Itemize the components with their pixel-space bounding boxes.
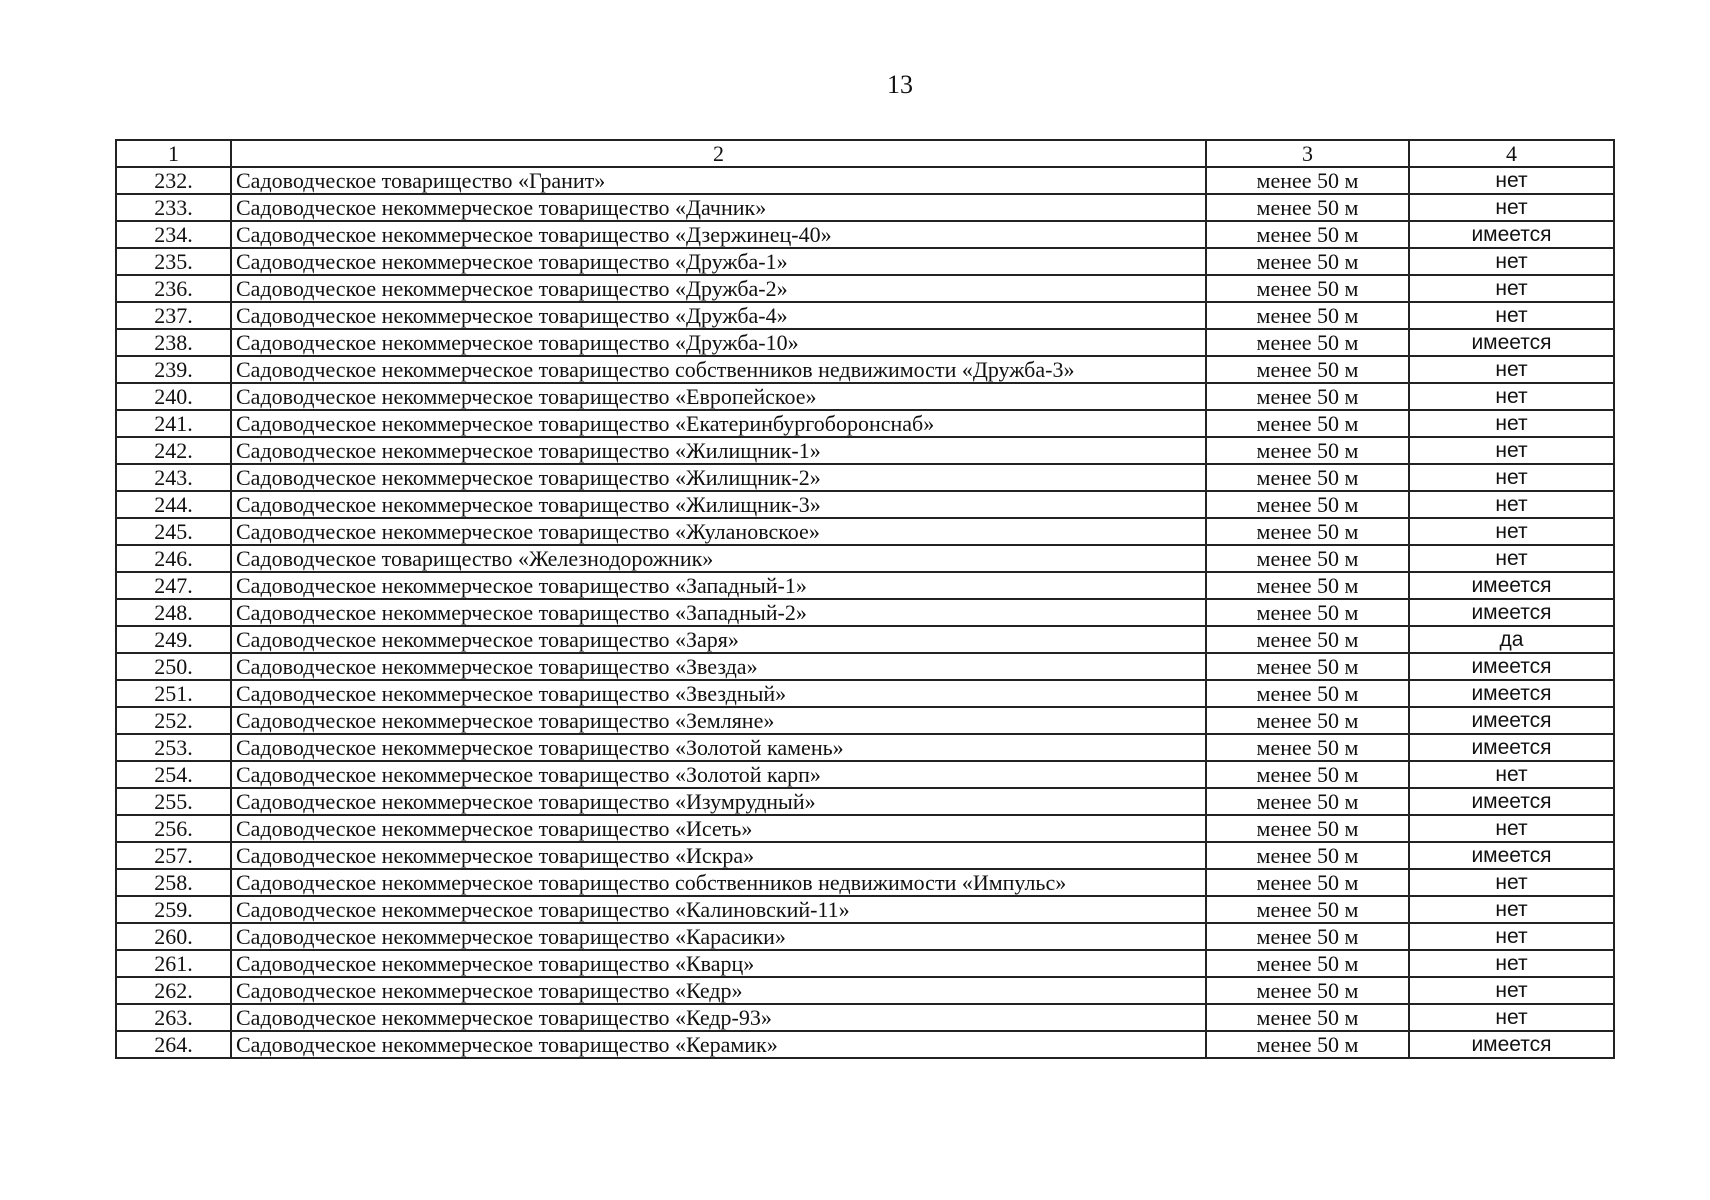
- availability-cell: нет: [1409, 302, 1614, 329]
- header-cell-1: 1: [116, 140, 231, 167]
- table-header-row: [116, 140, 1614, 167]
- table-row: [116, 545, 1614, 572]
- distance-cell: менее 50 м: [1206, 167, 1409, 194]
- header-cell-2: 2: [231, 140, 1206, 167]
- table-row: [116, 680, 1614, 707]
- organization-name-cell: Садоводческое некоммерческое товарищество «Западный-1»: [231, 572, 1206, 599]
- row-number-cell: 259.: [116, 896, 231, 923]
- row-number-cell: 236.: [116, 275, 231, 302]
- availability-cell: нет: [1409, 815, 1614, 842]
- table-row: [116, 788, 1614, 815]
- organization-name-cell: Садоводческое некоммерческое товарищество «Екатеринбургоборонснаб»: [231, 410, 1206, 437]
- distance-cell: менее 50 м: [1206, 815, 1409, 842]
- organization-name-cell: Садоводческое некоммерческое товарищество «Дружба-2»: [231, 275, 1206, 302]
- row-number-cell: 246.: [116, 545, 231, 572]
- organization-name-cell: Садоводческое товарищество «Гранит»: [231, 167, 1206, 194]
- table-row: [116, 1004, 1614, 1031]
- row-number-cell: 263.: [116, 1004, 231, 1031]
- organization-name-cell: Садоводческое некоммерческое товарищество «Жилищник-2»: [231, 464, 1206, 491]
- organization-name-cell: Садоводческое некоммерческое товарищество «Дружба-10»: [231, 329, 1206, 356]
- distance-cell: менее 50 м: [1206, 923, 1409, 950]
- distance-cell: менее 50 м: [1206, 788, 1409, 815]
- distance-cell: менее 50 м: [1206, 977, 1409, 1004]
- availability-cell: нет: [1409, 977, 1614, 1004]
- row-number-cell: 237.: [116, 302, 231, 329]
- row-number-cell: 245.: [116, 518, 231, 545]
- row-number-cell: 253.: [116, 734, 231, 761]
- availability-cell: да: [1409, 626, 1614, 653]
- table-row: [116, 707, 1614, 734]
- availability-cell: имеется: [1409, 329, 1614, 356]
- row-number-cell: 234.: [116, 221, 231, 248]
- table-row: [116, 221, 1614, 248]
- organization-name-cell: Садоводческое некоммерческое товарищество «Кедр-93»: [231, 1004, 1206, 1031]
- table-row: [116, 815, 1614, 842]
- availability-cell: имеется: [1409, 842, 1614, 869]
- row-number-cell: 252.: [116, 707, 231, 734]
- table-row: [116, 194, 1614, 221]
- distance-cell: менее 50 м: [1206, 275, 1409, 302]
- availability-cell: нет: [1409, 167, 1614, 194]
- row-number-cell: 241.: [116, 410, 231, 437]
- row-number-cell: 242.: [116, 437, 231, 464]
- table-row: [116, 1031, 1614, 1058]
- row-number-cell: 244.: [116, 491, 231, 518]
- organization-name-cell: Садоводческое некоммерческое товарищество «Дзержинец-40»: [231, 221, 1206, 248]
- distance-cell: менее 50 м: [1206, 491, 1409, 518]
- distance-cell: менее 50 м: [1206, 653, 1409, 680]
- table-row: [116, 869, 1614, 896]
- organization-name-cell: Садоводческое некоммерческое товарищество «Звездный»: [231, 680, 1206, 707]
- organization-name-cell: Садоводческое некоммерческое товарищество «Искра»: [231, 842, 1206, 869]
- row-number-cell: 258.: [116, 869, 231, 896]
- distance-cell: менее 50 м: [1206, 329, 1409, 356]
- row-number-cell: 240.: [116, 383, 231, 410]
- availability-cell: нет: [1409, 896, 1614, 923]
- table-body: [116, 140, 1614, 1058]
- availability-cell: имеется: [1409, 734, 1614, 761]
- organization-name-cell: Садоводческое товарищество «Железнодорожник»: [231, 545, 1206, 572]
- row-number-cell: 248.: [116, 599, 231, 626]
- table-row: [116, 761, 1614, 788]
- row-number-cell: 233.: [116, 194, 231, 221]
- organization-name-cell: Садоводческое некоммерческое товарищество «Дачник»: [231, 194, 1206, 221]
- row-number-cell: 257.: [116, 842, 231, 869]
- table-row: [116, 896, 1614, 923]
- availability-cell: имеется: [1409, 707, 1614, 734]
- organization-name-cell: Садоводческое некоммерческое товарищество «Жилищник-3»: [231, 491, 1206, 518]
- distance-cell: менее 50 м: [1206, 1031, 1409, 1058]
- availability-cell: нет: [1409, 410, 1614, 437]
- availability-cell: нет: [1409, 248, 1614, 275]
- table-row: [116, 302, 1614, 329]
- distance-cell: менее 50 м: [1206, 545, 1409, 572]
- distance-cell: менее 50 м: [1206, 626, 1409, 653]
- distance-cell: менее 50 м: [1206, 383, 1409, 410]
- availability-cell: нет: [1409, 464, 1614, 491]
- table-row: [116, 734, 1614, 761]
- row-number-cell: 255.: [116, 788, 231, 815]
- organization-name-cell: Садоводческое некоммерческое товарищество «Жилищник-1»: [231, 437, 1206, 464]
- data-table: [115, 139, 1615, 1059]
- availability-cell: имеется: [1409, 572, 1614, 599]
- organization-name-cell: Садоводческое некоммерческое товарищество «Европейское»: [231, 383, 1206, 410]
- availability-cell: имеется: [1409, 1031, 1614, 1058]
- availability-cell: нет: [1409, 869, 1614, 896]
- availability-cell: нет: [1409, 545, 1614, 572]
- organization-name-cell: Садоводческое некоммерческое товарищество «Заря»: [231, 626, 1206, 653]
- distance-cell: менее 50 м: [1206, 761, 1409, 788]
- table-row: [116, 167, 1614, 194]
- distance-cell: менее 50 м: [1206, 680, 1409, 707]
- table-row: [116, 464, 1614, 491]
- availability-cell: нет: [1409, 491, 1614, 518]
- distance-cell: менее 50 м: [1206, 410, 1409, 437]
- distance-cell: менее 50 м: [1206, 734, 1409, 761]
- table-row: [116, 491, 1614, 518]
- table-row: [116, 626, 1614, 653]
- organization-name-cell: Садоводческое некоммерческое товарищество собственников недвижимости «Импульс»: [231, 869, 1206, 896]
- table-row: [116, 383, 1614, 410]
- distance-cell: менее 50 м: [1206, 302, 1409, 329]
- row-number-cell: 261.: [116, 950, 231, 977]
- distance-cell: менее 50 м: [1206, 896, 1409, 923]
- header-cell-4: 4: [1409, 140, 1614, 167]
- distance-cell: менее 50 м: [1206, 572, 1409, 599]
- distance-cell: менее 50 м: [1206, 464, 1409, 491]
- availability-cell: нет: [1409, 437, 1614, 464]
- distance-cell: менее 50 м: [1206, 221, 1409, 248]
- availability-cell: нет: [1409, 194, 1614, 221]
- distance-cell: менее 50 м: [1206, 518, 1409, 545]
- table-row: [116, 599, 1614, 626]
- distance-cell: менее 50 м: [1206, 1004, 1409, 1031]
- table-row: [116, 950, 1614, 977]
- distance-cell: менее 50 м: [1206, 599, 1409, 626]
- organization-name-cell: Садоводческое некоммерческое товарищество «Керамик»: [231, 1031, 1206, 1058]
- table-row: [116, 977, 1614, 1004]
- page-number: 13: [887, 70, 913, 99]
- availability-cell: нет: [1409, 1004, 1614, 1031]
- table-row: [116, 437, 1614, 464]
- availability-cell: имеется: [1409, 788, 1614, 815]
- table-row: [116, 410, 1614, 437]
- availability-cell: нет: [1409, 518, 1614, 545]
- distance-cell: менее 50 м: [1206, 869, 1409, 896]
- availability-cell: имеется: [1409, 680, 1614, 707]
- row-number-cell: 256.: [116, 815, 231, 842]
- row-number-cell: 232.: [116, 167, 231, 194]
- table-row: [116, 248, 1614, 275]
- row-number-cell: 262.: [116, 977, 231, 1004]
- organization-name-cell: Садоводческое некоммерческое товарищество «Исеть»: [231, 815, 1206, 842]
- organization-name-cell: Садоводческое некоммерческое товарищество «Изумрудный»: [231, 788, 1206, 815]
- availability-cell: имеется: [1409, 653, 1614, 680]
- row-number-cell: 254.: [116, 761, 231, 788]
- organization-name-cell: Садоводческое некоммерческое товарищество «Звезда»: [231, 653, 1206, 680]
- availability-cell: нет: [1409, 356, 1614, 383]
- availability-cell: нет: [1409, 923, 1614, 950]
- organization-name-cell: Садоводческое некоммерческое товарищество «Карасики»: [231, 923, 1206, 950]
- table-row: [116, 518, 1614, 545]
- organization-name-cell: Садоводческое некоммерческое товарищество «Западный-2»: [231, 599, 1206, 626]
- distance-cell: менее 50 м: [1206, 248, 1409, 275]
- table-row: [116, 653, 1614, 680]
- organization-name-cell: Садоводческое некоммерческое товарищество «Дружба-1»: [231, 248, 1206, 275]
- availability-cell: имеется: [1409, 221, 1614, 248]
- availability-cell: имеется: [1409, 599, 1614, 626]
- table-row: [116, 572, 1614, 599]
- row-number-cell: 250.: [116, 653, 231, 680]
- organization-name-cell: Садоводческое некоммерческое товарищество «Жулановское»: [231, 518, 1206, 545]
- organization-name-cell: Садоводческое некоммерческое товарищество «Золотой карп»: [231, 761, 1206, 788]
- table-row: [116, 329, 1614, 356]
- row-number-cell: 239.: [116, 356, 231, 383]
- distance-cell: менее 50 м: [1206, 707, 1409, 734]
- availability-cell: нет: [1409, 761, 1614, 788]
- row-number-cell: 247.: [116, 572, 231, 599]
- distance-cell: менее 50 м: [1206, 437, 1409, 464]
- distance-cell: менее 50 м: [1206, 194, 1409, 221]
- organization-name-cell: Садоводческое некоммерческое товарищество «Кедр»: [231, 977, 1206, 1004]
- row-number-cell: 249.: [116, 626, 231, 653]
- availability-cell: нет: [1409, 950, 1614, 977]
- table-row: [116, 275, 1614, 302]
- header-cell-3: 3: [1206, 140, 1409, 167]
- organization-name-cell: Садоводческое некоммерческое товарищество «Земляне»: [231, 707, 1206, 734]
- table-row: [116, 356, 1614, 383]
- availability-cell: нет: [1409, 383, 1614, 410]
- availability-cell: нет: [1409, 275, 1614, 302]
- row-number-cell: 260.: [116, 923, 231, 950]
- row-number-cell: 238.: [116, 329, 231, 356]
- distance-cell: менее 50 м: [1206, 842, 1409, 869]
- distance-cell: менее 50 м: [1206, 356, 1409, 383]
- table-row: [116, 923, 1614, 950]
- row-number-cell: 264.: [116, 1031, 231, 1058]
- row-number-cell: 251.: [116, 680, 231, 707]
- organization-name-cell: Садоводческое некоммерческое товарищество собственников недвижимости «Дружба-3»: [231, 356, 1206, 383]
- organization-name-cell: Садоводческое некоммерческое товарищество «Кварц»: [231, 950, 1206, 977]
- table-row: [116, 842, 1614, 869]
- row-number-cell: 243.: [116, 464, 231, 491]
- organization-name-cell: Садоводческое некоммерческое товарищество «Золотой камень»: [231, 734, 1206, 761]
- organization-name-cell: Садоводческое некоммерческое товарищество «Калиновский-11»: [231, 896, 1206, 923]
- row-number-cell: 235.: [116, 248, 231, 275]
- organization-name-cell: Садоводческое некоммерческое товарищество «Дружба-4»: [231, 302, 1206, 329]
- distance-cell: менее 50 м: [1206, 950, 1409, 977]
